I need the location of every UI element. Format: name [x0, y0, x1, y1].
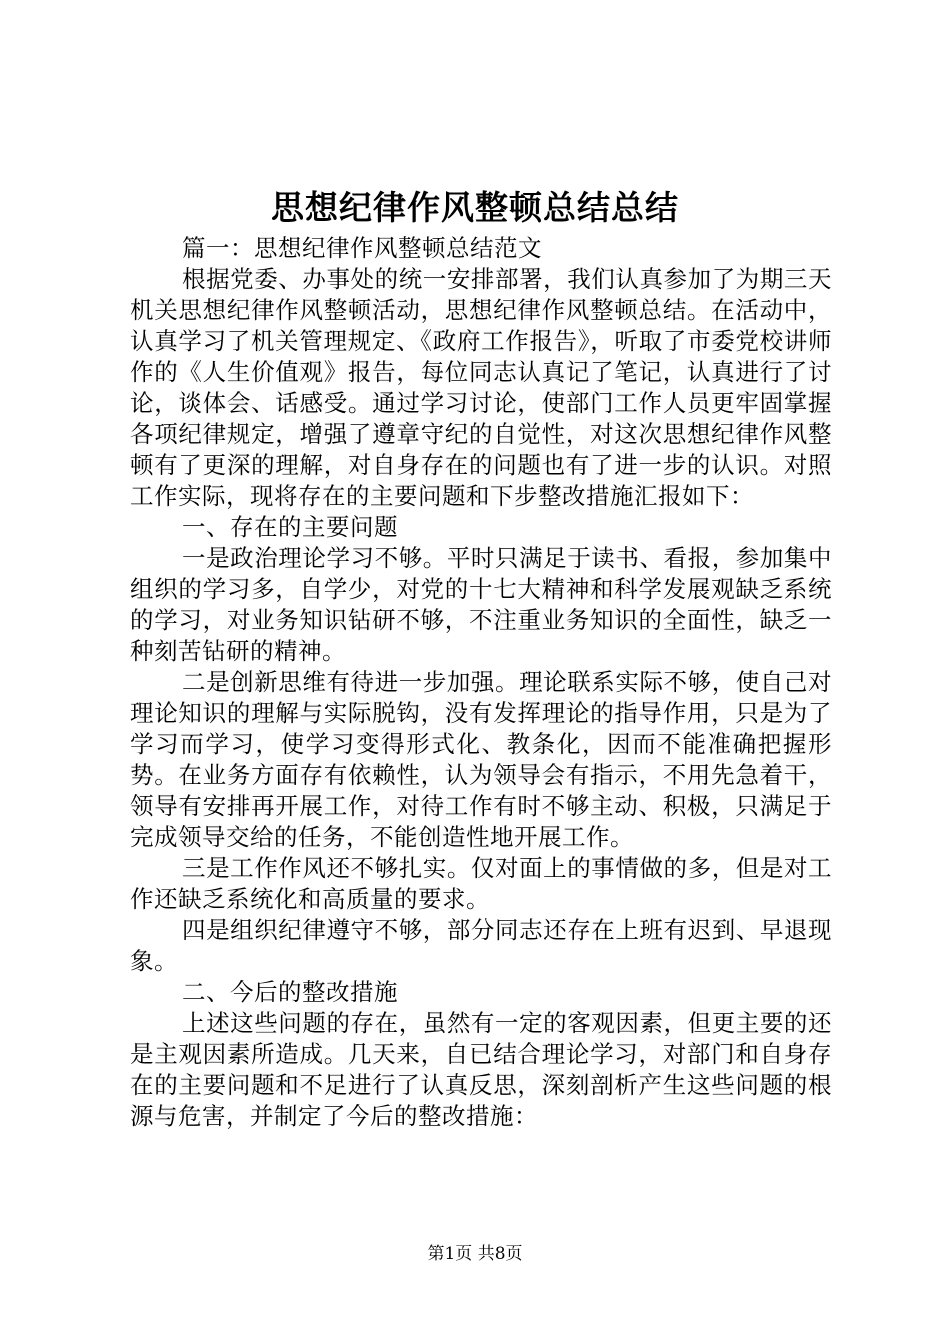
section-heading-measures: 二、今后的整改措施: [182, 978, 398, 1006]
paragraph-problem-2: 二是创新思维有待进一步加强。理论联系实际不够，使自己对理论知识的理解与实际脱钩，没有发挥理论的指导作用，只是为了学习而学习，使学习变得形式化、教条化，因而不能准确把握形势。在业务方面存有依赖性，认为领导会有指示，不用先急着干，领导有安排再开展工作，对待工作有时不够主动、积极，只满足于完成领导交给的任务，不能创造性地开展工作。: [130, 668, 832, 851]
paragraph-measures-intro: 上述这些问题的存在，虽然有一定的客观因素，但更主要的还是主观因素所造成。几天来，自已结合理论学习，对部门和自身存在的主要问题和不足进行了认真反思，深刻剖析产生这些问题的根源与危害，并制定了今后的整改措施：: [130, 1009, 832, 1130]
page-footer: 第1页 共8页: [427, 1244, 523, 1264]
section-heading-intro: 篇一：思想纪律作风整顿总结范文: [182, 234, 542, 262]
section-heading-problems: 一、存在的主要问题: [182, 513, 398, 541]
paragraph-overview: 根据党委、办事处的统一安排部署，我们认真参加了为期三天机关思想纪律作风整顿活动，思想纪律作风整顿总结。在活动中，认真学习了机关管理规定、《政府工作报告》，听取了市委党校讲师作的《人生价值观》报告，每位同志认真记了笔记，认真进行了讨论，谈体会、话感受。通过学习讨论，使部门工作人员更牢固掌握各项纪律规定，增强了遵章守纪的自觉性，对这次思想纪律作风整顿有了更深的理解，对自身存在的问题也有了进一步的认识。对照工作实际，现将存在的主要问题和下步整改措施汇报如下：: [130, 265, 832, 510]
document-body: [130, 233, 832, 1132]
paragraph-problem-4: 四是组织纪律遵守不够，部分同志还存在上班有迟到、早退现象。: [130, 916, 832, 975]
paragraph-problem-3: 三是工作作风还不够扎实。仅对面上的事情做的多，但是对工作还缺乏系统化和高质量的要求。: [130, 854, 832, 913]
paragraph-problem-1: 一是政治理论学习不够。平时只满足于读书、看报，参加集中组织的学习多，自学少，对党的十七大精神和科学发展观缺乏系统的学习，对业务知识钻研不够，不注重业务知识的全面性，缺乏一种刻苦钻研的精神。: [130, 544, 832, 665]
document-title: 思想纪律作风整顿总结总结: [271, 188, 679, 227]
